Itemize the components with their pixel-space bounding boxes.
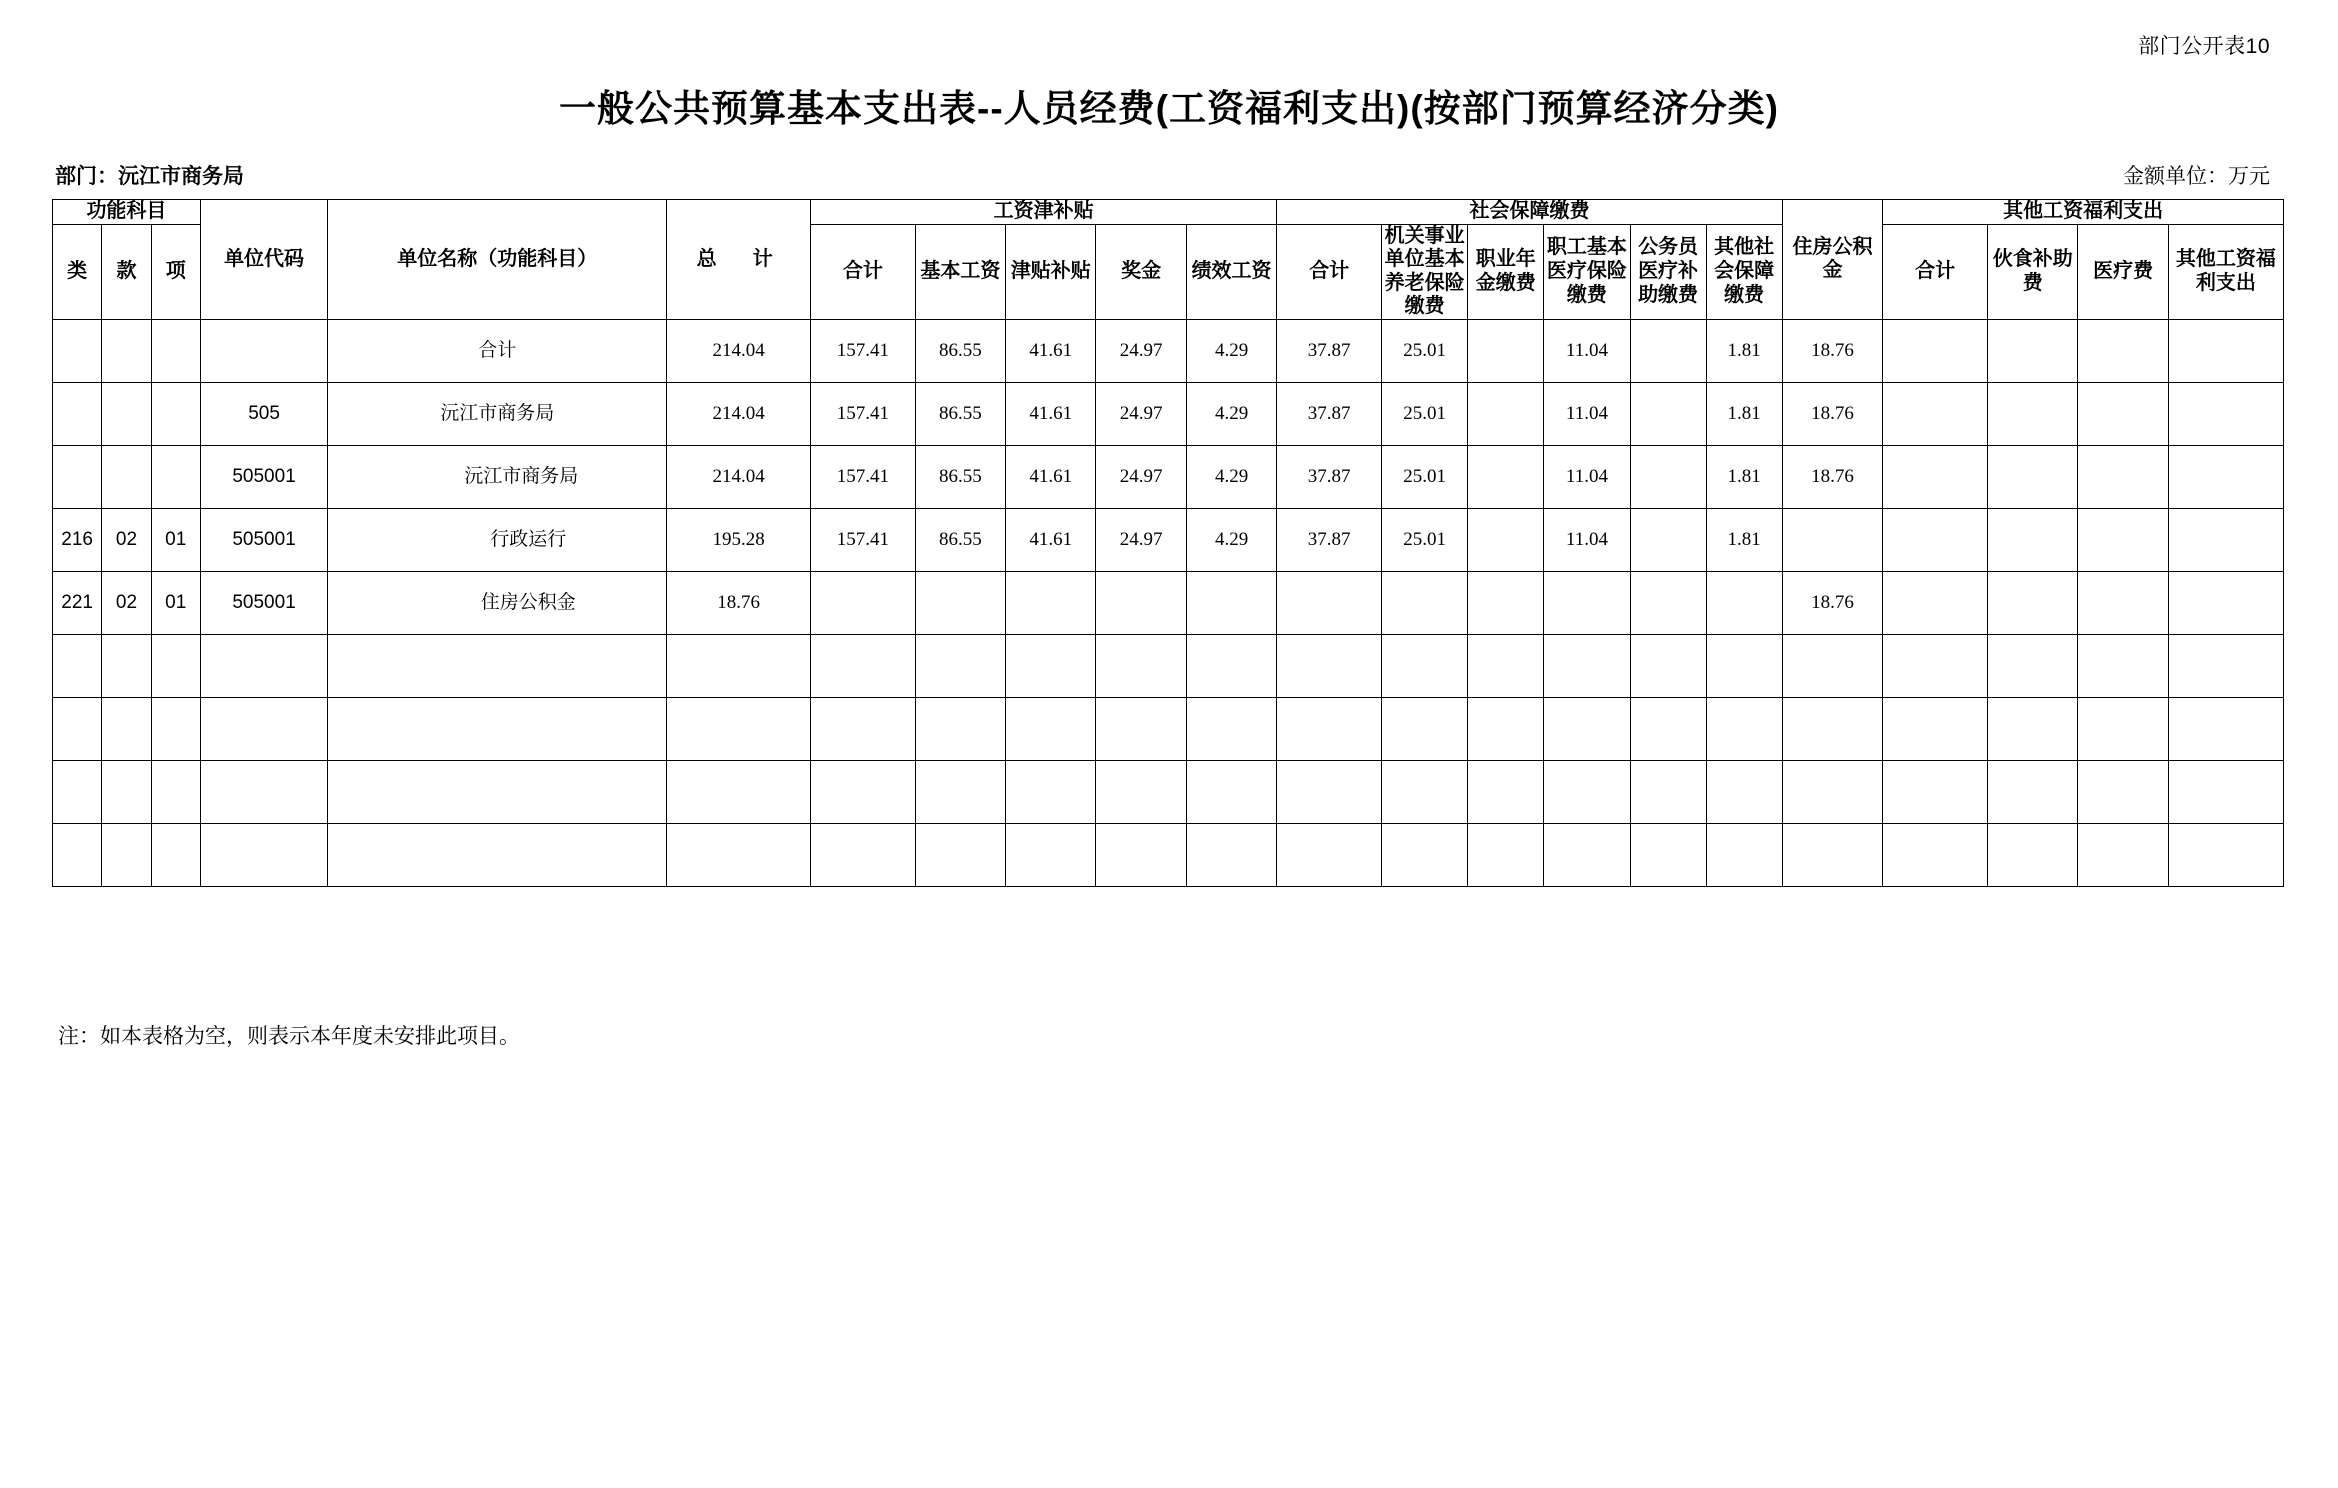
cell-social-other: 1.81 xyxy=(1706,319,1782,382)
cell-unit-name xyxy=(328,634,667,697)
cell-housing-fund: 18.76 xyxy=(1782,319,1883,382)
header-housing-fund: 住房公积金 xyxy=(1782,200,1883,320)
cell-class xyxy=(53,634,102,697)
cell-other-medical xyxy=(2078,382,2168,445)
header-other-medical: 医疗费 xyxy=(2078,224,2168,319)
cell-social-medical: 11.04 xyxy=(1544,382,1630,445)
cell-housing-fund xyxy=(1782,760,1883,823)
cell-salary-bonus xyxy=(1096,823,1186,886)
cell-other-meal xyxy=(1988,445,2078,508)
cell-social-civil-medical xyxy=(1630,634,1706,697)
cell-other-total xyxy=(1883,760,1988,823)
cell-salary-performance xyxy=(1186,697,1276,760)
cell-salary-allowance xyxy=(1006,760,1096,823)
cell-section xyxy=(102,697,151,760)
cell-other-medical xyxy=(2078,319,2168,382)
cell-social-total xyxy=(1277,571,1382,634)
cell-item: 01 xyxy=(151,571,200,634)
cell-item xyxy=(151,634,200,697)
cell-housing-fund: 18.76 xyxy=(1782,382,1883,445)
cell-unit-code: 505 xyxy=(200,382,327,445)
cell-social-annuity xyxy=(1468,634,1544,697)
cell-social-other: 1.81 xyxy=(1706,382,1782,445)
cell-other-medical xyxy=(2078,697,2168,760)
cell-salary-basic xyxy=(915,697,1005,760)
header-section: 款 xyxy=(102,224,151,319)
cell-other-total xyxy=(1883,319,1988,382)
cell-salary-performance: 4.29 xyxy=(1186,319,1276,382)
cell-item xyxy=(151,697,200,760)
cell-salary-total: 157.41 xyxy=(810,508,915,571)
cell-class xyxy=(53,697,102,760)
cell-section: 02 xyxy=(102,508,151,571)
cell-other-welfare xyxy=(2168,445,2283,508)
cell-social-civil-medical xyxy=(1630,508,1706,571)
cell-other-welfare xyxy=(2168,508,2283,571)
cell-housing-fund: 18.76 xyxy=(1782,445,1883,508)
cell-salary-basic: 86.55 xyxy=(915,382,1005,445)
cell-item: 01 xyxy=(151,508,200,571)
cell-item xyxy=(151,760,200,823)
table-row xyxy=(53,697,2284,760)
header-group-salary: 工资津补贴 xyxy=(810,200,1276,225)
cell-unit-name: 合计 xyxy=(328,319,667,382)
cell-unit-code xyxy=(200,319,327,382)
cell-social-total: 37.87 xyxy=(1277,319,1382,382)
cell-unit-code xyxy=(200,760,327,823)
cell-housing-fund xyxy=(1782,823,1883,886)
header-salary-bonus: 奖金 xyxy=(1096,224,1186,319)
cell-section xyxy=(102,382,151,445)
header-total: 总 计 xyxy=(667,200,811,320)
cell-salary-allowance: 41.61 xyxy=(1006,508,1096,571)
header-social-civil-medical: 公务员医疗补助缴费 xyxy=(1630,224,1706,319)
cell-social-pension: 25.01 xyxy=(1382,508,1468,571)
cell-other-meal xyxy=(1988,760,2078,823)
table-row xyxy=(53,571,2284,634)
cell-other-welfare xyxy=(2168,319,2283,382)
cell-salary-basic: 86.55 xyxy=(915,445,1005,508)
cell-salary-bonus: 24.97 xyxy=(1096,445,1186,508)
cell-other-total xyxy=(1883,382,1988,445)
cell-social-medical: 11.04 xyxy=(1544,445,1630,508)
table-row xyxy=(53,445,2284,508)
header-salary-performance: 绩效工资 xyxy=(1186,224,1276,319)
cell-social-annuity xyxy=(1468,319,1544,382)
cell-unit-code xyxy=(200,823,327,886)
header-social-other: 其他社会保障缴费 xyxy=(1706,224,1782,319)
cell-other-welfare xyxy=(2168,697,2283,760)
cell-other-total xyxy=(1883,571,1988,634)
cell-social-other xyxy=(1706,697,1782,760)
cell-other-medical xyxy=(2078,571,2168,634)
cell-housing-fund xyxy=(1782,508,1883,571)
cell-housing-fund xyxy=(1782,697,1883,760)
table-row xyxy=(53,319,2284,382)
cell-salary-allowance xyxy=(1006,823,1096,886)
cell-class xyxy=(53,760,102,823)
cell-other-meal xyxy=(1988,697,2078,760)
cell-social-civil-medical xyxy=(1630,445,1706,508)
cell-item xyxy=(151,823,200,886)
cell-unit-name xyxy=(328,823,667,886)
cell-social-total xyxy=(1277,697,1382,760)
cell-unit-code xyxy=(200,634,327,697)
table-row xyxy=(53,823,2284,886)
cell-other-medical xyxy=(2078,760,2168,823)
cell-unit-name: 沅江市商务局 xyxy=(328,445,667,508)
header-salary-basic: 基本工资 xyxy=(915,224,1005,319)
cell-total: 214.04 xyxy=(667,382,811,445)
cell-salary-bonus xyxy=(1096,697,1186,760)
cell-salary-basic xyxy=(915,760,1005,823)
cell-total xyxy=(667,697,811,760)
cell-salary-performance: 4.29 xyxy=(1186,508,1276,571)
cell-unit-code: 505001 xyxy=(200,445,327,508)
cell-salary-allowance: 41.61 xyxy=(1006,445,1096,508)
header-other-total: 合计 xyxy=(1883,224,1988,319)
cell-unit-name: 沅江市商务局 xyxy=(328,382,667,445)
department-label: 部门：沅江市商务局 xyxy=(55,165,244,188)
cell-unit-code xyxy=(200,697,327,760)
cell-housing-fund: 18.76 xyxy=(1782,571,1883,634)
cell-total xyxy=(667,634,811,697)
cell-class xyxy=(53,319,102,382)
cell-social-pension xyxy=(1382,823,1468,886)
header-other-meal: 伙食补助费 xyxy=(1988,224,2078,319)
cell-social-civil-medical xyxy=(1630,823,1706,886)
cell-social-medical xyxy=(1544,823,1630,886)
header-social-medical: 职工基本医疗保险缴费 xyxy=(1544,224,1630,319)
cell-other-welfare xyxy=(2168,823,2283,886)
cell-item xyxy=(151,382,200,445)
cell-social-medical: 11.04 xyxy=(1544,319,1630,382)
cell-total: 18.76 xyxy=(667,571,811,634)
cell-total: 214.04 xyxy=(667,445,811,508)
cell-section: 02 xyxy=(102,571,151,634)
cell-social-other: 1.81 xyxy=(1706,508,1782,571)
cell-unit-name: 住房公积金 xyxy=(328,571,667,634)
cell-other-medical xyxy=(2078,445,2168,508)
cell-section xyxy=(102,445,151,508)
cell-salary-total xyxy=(810,634,915,697)
cell-other-total xyxy=(1883,508,1988,571)
cell-social-civil-medical xyxy=(1630,382,1706,445)
cell-other-meal xyxy=(1988,319,2078,382)
cell-other-medical xyxy=(2078,634,2168,697)
cell-social-pension: 25.01 xyxy=(1382,382,1468,445)
cell-social-annuity xyxy=(1468,571,1544,634)
cell-social-annuity xyxy=(1468,508,1544,571)
cell-salary-total: 157.41 xyxy=(810,445,915,508)
header-social-annuity: 职业年金缴费 xyxy=(1468,224,1544,319)
cell-salary-allowance xyxy=(1006,571,1096,634)
cell-other-medical xyxy=(2078,508,2168,571)
cell-unit-name xyxy=(328,697,667,760)
cell-item xyxy=(151,319,200,382)
cell-salary-total xyxy=(810,571,915,634)
cell-salary-bonus: 24.97 xyxy=(1096,319,1186,382)
header-salary-allowance: 津贴补贴 xyxy=(1006,224,1096,319)
cell-other-total xyxy=(1883,634,1988,697)
cell-social-annuity xyxy=(1468,760,1544,823)
cell-other-total xyxy=(1883,697,1988,760)
cell-social-total xyxy=(1277,760,1382,823)
cell-salary-performance xyxy=(1186,823,1276,886)
cell-salary-performance xyxy=(1186,760,1276,823)
cell-total: 214.04 xyxy=(667,319,811,382)
cell-salary-allowance: 41.61 xyxy=(1006,319,1096,382)
header-group-social: 社会保障缴费 xyxy=(1277,200,1782,225)
header-social-pension: 机关事业单位基本养老保险缴费 xyxy=(1382,224,1468,319)
table-body xyxy=(53,319,2284,886)
cell-other-meal xyxy=(1988,823,2078,886)
cell-other-welfare xyxy=(2168,571,2283,634)
cell-other-total xyxy=(1883,445,1988,508)
cell-salary-performance xyxy=(1186,634,1276,697)
cell-other-welfare xyxy=(2168,382,2283,445)
cell-salary-performance: 4.29 xyxy=(1186,382,1276,445)
cell-salary-total xyxy=(810,697,915,760)
header-group-function: 功能科目 xyxy=(53,200,201,225)
header-salary-total: 合计 xyxy=(810,224,915,319)
header-social-total: 合计 xyxy=(1277,224,1382,319)
cell-salary-performance: 4.29 xyxy=(1186,445,1276,508)
cell-social-other xyxy=(1706,571,1782,634)
cell-section xyxy=(102,823,151,886)
cell-other-meal xyxy=(1988,508,2078,571)
header-unit-name: 单位名称（功能科目） xyxy=(328,200,667,320)
cell-section xyxy=(102,319,151,382)
cell-social-annuity xyxy=(1468,697,1544,760)
header-item: 项 xyxy=(151,224,200,319)
cell-social-civil-medical xyxy=(1630,760,1706,823)
cell-section xyxy=(102,760,151,823)
cell-social-medical: 11.04 xyxy=(1544,508,1630,571)
amount-unit-label: 金额单位：万元 xyxy=(2123,165,2270,188)
cell-social-pension xyxy=(1382,760,1468,823)
cell-social-total xyxy=(1277,634,1382,697)
cell-salary-bonus xyxy=(1096,634,1186,697)
form-number-label: 部门公开表10 xyxy=(2138,35,2270,58)
cell-unit-name xyxy=(328,760,667,823)
cell-salary-basic: 86.55 xyxy=(915,319,1005,382)
budget-table xyxy=(52,199,2284,887)
cell-salary-basic: 86.55 xyxy=(915,508,1005,571)
cell-social-total: 37.87 xyxy=(1277,508,1382,571)
cell-social-annuity xyxy=(1468,445,1544,508)
cell-social-medical xyxy=(1544,571,1630,634)
cell-class: 216 xyxy=(53,508,102,571)
cell-salary-bonus: 24.97 xyxy=(1096,382,1186,445)
cell-unit-code: 505001 xyxy=(200,508,327,571)
cell-social-pension: 25.01 xyxy=(1382,445,1468,508)
cell-social-pension xyxy=(1382,697,1468,760)
page-title: 一般公共预算基本支出表--人员经费(工资福利支出)(按部门预算经济分类) xyxy=(559,88,1779,129)
cell-salary-bonus xyxy=(1096,760,1186,823)
cell-salary-bonus xyxy=(1096,571,1186,634)
cell-salary-bonus: 24.97 xyxy=(1096,508,1186,571)
cell-item xyxy=(151,445,200,508)
cell-social-total: 37.87 xyxy=(1277,445,1382,508)
cell-social-pension xyxy=(1382,634,1468,697)
cell-total: 195.28 xyxy=(667,508,811,571)
table-row xyxy=(53,382,2284,445)
cell-other-medical xyxy=(2078,823,2168,886)
cell-class: 221 xyxy=(53,571,102,634)
cell-salary-total: 157.41 xyxy=(810,382,915,445)
cell-total xyxy=(667,760,811,823)
cell-salary-allowance: 41.61 xyxy=(1006,382,1096,445)
cell-social-other xyxy=(1706,634,1782,697)
cell-social-annuity xyxy=(1468,823,1544,886)
cell-social-civil-medical xyxy=(1630,319,1706,382)
table-row xyxy=(53,760,2284,823)
cell-salary-total xyxy=(810,823,915,886)
cell-salary-allowance xyxy=(1006,634,1096,697)
table-row xyxy=(53,508,2284,571)
cell-social-annuity xyxy=(1468,382,1544,445)
table-header-row-1 xyxy=(53,200,2284,225)
cell-salary-total: 157.41 xyxy=(810,319,915,382)
cell-other-meal xyxy=(1988,571,2078,634)
cell-class xyxy=(53,382,102,445)
cell-other-welfare xyxy=(2168,634,2283,697)
table-row xyxy=(53,634,2284,697)
cell-housing-fund xyxy=(1782,634,1883,697)
cell-other-welfare xyxy=(2168,760,2283,823)
cell-other-meal xyxy=(1988,382,2078,445)
cell-salary-total xyxy=(810,760,915,823)
cell-class xyxy=(53,823,102,886)
cell-social-other xyxy=(1706,760,1782,823)
header-other-welfare: 其他工资福利支出 xyxy=(2168,224,2283,319)
cell-social-civil-medical xyxy=(1630,697,1706,760)
cell-social-medical xyxy=(1544,760,1630,823)
header-group-other-welfare: 其他工资福利支出 xyxy=(1883,200,2284,225)
cell-other-meal xyxy=(1988,634,2078,697)
cell-social-total xyxy=(1277,823,1382,886)
header-unit-code: 单位代码 xyxy=(200,200,327,320)
cell-total xyxy=(667,823,811,886)
cell-other-total xyxy=(1883,823,1988,886)
cell-salary-allowance xyxy=(1006,697,1096,760)
table-footnote: 注：如本表格为空，则表示本年度未安排此项目。 xyxy=(58,1025,520,1048)
cell-social-other xyxy=(1706,823,1782,886)
cell-social-pension xyxy=(1382,571,1468,634)
cell-salary-basic xyxy=(915,823,1005,886)
cell-salary-basic xyxy=(915,634,1005,697)
cell-section xyxy=(102,634,151,697)
cell-class xyxy=(53,445,102,508)
cell-salary-basic xyxy=(915,571,1005,634)
header-class: 类 xyxy=(53,224,102,319)
cell-unit-code: 505001 xyxy=(200,571,327,634)
cell-social-pension: 25.01 xyxy=(1382,319,1468,382)
cell-social-civil-medical xyxy=(1630,571,1706,634)
cell-salary-performance xyxy=(1186,571,1276,634)
cell-social-total: 37.87 xyxy=(1277,382,1382,445)
cell-unit-name: 行政运行 xyxy=(328,508,667,571)
cell-social-other: 1.81 xyxy=(1706,445,1782,508)
cell-social-medical xyxy=(1544,634,1630,697)
cell-social-medical xyxy=(1544,697,1630,760)
